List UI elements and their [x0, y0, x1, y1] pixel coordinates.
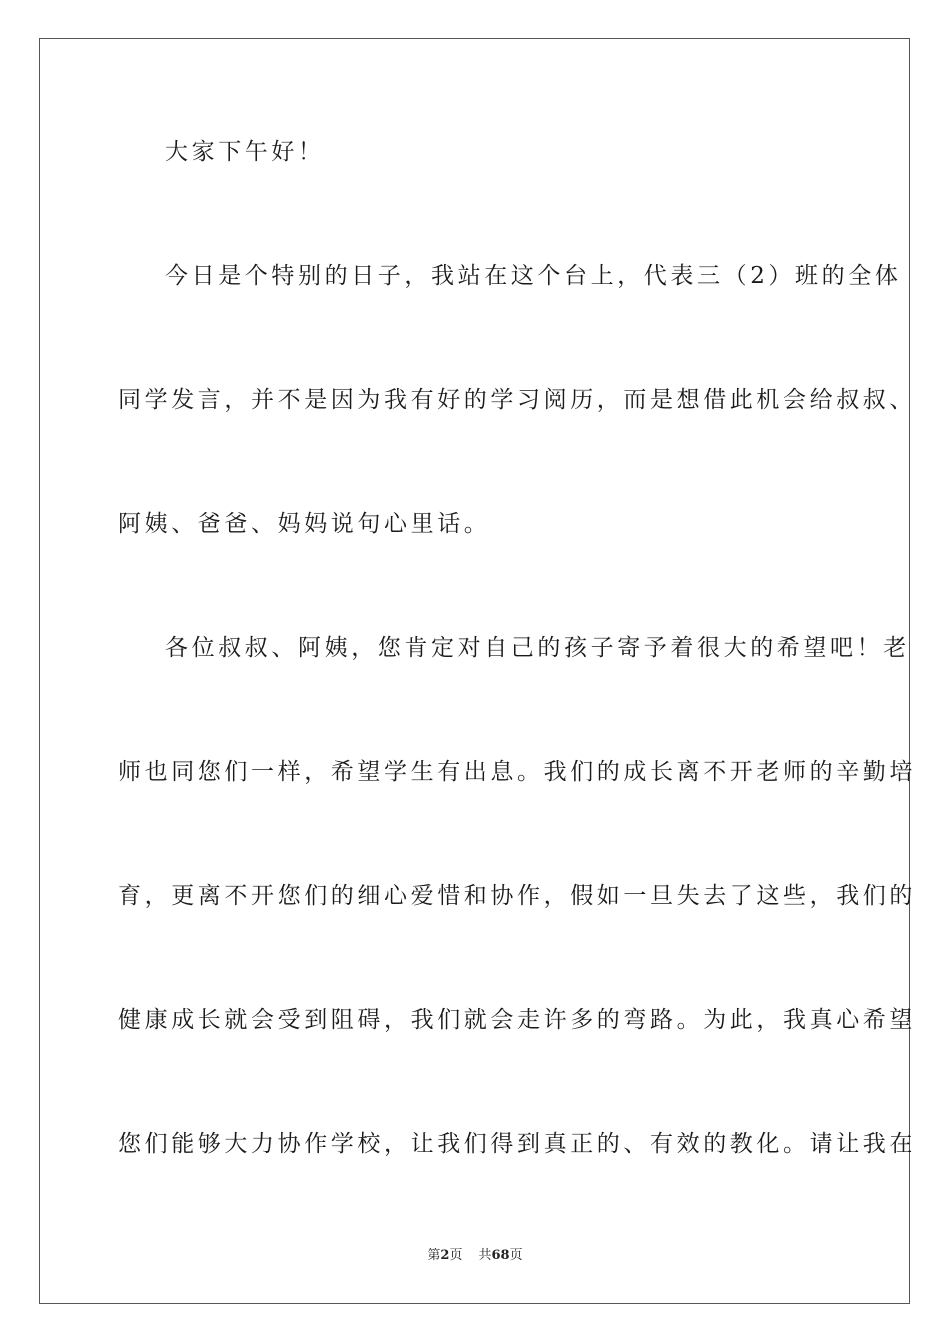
paragraph-2-line-5: 您们能够大力协作学校，让我们得到真正的、有效的教化。请让我在: [118, 1131, 916, 1157]
page-prefix: 第: [427, 1248, 441, 1263]
paragraph-2-line-3: 育，更离不开您们的细心爱惜和协作，假如一旦失去了这些，我们的: [118, 883, 916, 909]
paragraph-2-line-4: 健康成长就会受到阻碍，我们就会走许多的弯路。为此，我真心希望: [118, 1007, 916, 1033]
paragraph-1-line-3: 阿姨、爸爸、妈妈说句心里话。: [118, 511, 491, 537]
paragraph-1-line-1: 今日是个特别的日子，我站在这个台上，代表三（2）班的全体: [165, 263, 902, 289]
total-pages: 68: [491, 1248, 510, 1263]
total-prefix: 共: [478, 1248, 492, 1263]
paragraph-1-line-2: 同学发言，并不是因为我有好的学习阅历，而是想借此机会给叔叔、: [118, 387, 916, 413]
page-footer: [0, 1247, 950, 1265]
page-number: 2: [440, 1248, 450, 1263]
paragraph-2-line-2: 师也同您们一样，希望学生有出息。我们的成长离不开老师的辛勤培: [118, 759, 916, 785]
page-frame: [39, 38, 916, 1304]
paragraph-2-line-1: 各位叔叔、阿姨，您肯定对自己的孩子寄予着很大的希望吧！老: [165, 635, 910, 661]
page-suffix: 页: [449, 1248, 463, 1263]
greeting-line: 大家下午好！: [165, 139, 325, 165]
total-suffix: 页: [509, 1248, 523, 1263]
